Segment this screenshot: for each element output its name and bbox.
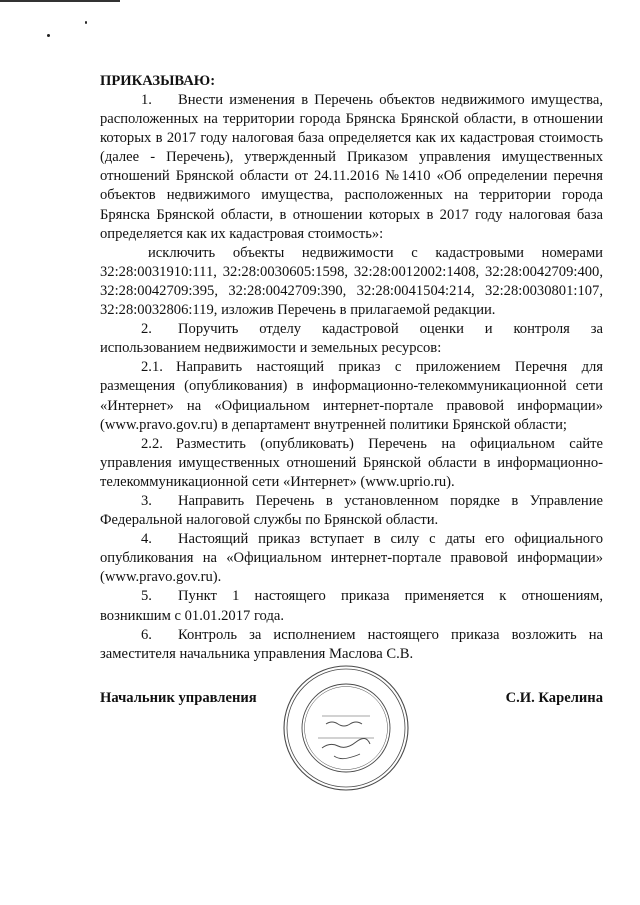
order-body	[100, 72, 603, 664]
scan-artifact-line	[0, 0, 120, 2]
item-number: 6.	[141, 626, 152, 643]
item-text: Направить настоящий приказ с приложением Перечня для размещения (опубликования) в информационно-телекоммуникационной сети «Интернет» на «Официальном интернет-портале правовой информации» (www.pravo.gov.ru) в департамент внутренней политики Брянской области;	[100, 359, 603, 433]
item-text: Настоящий приказ вступает в силу с даты его официального опубликования на «Официальном интернет-портале правовой информации» (www.pravo.gov.ru).	[100, 531, 603, 586]
order-heading: ПРИКАЗЫВАЮ:	[100, 73, 216, 89]
item-number: 4.	[141, 531, 152, 548]
item-number: 1.	[141, 92, 152, 108]
item-number: 2.	[141, 321, 152, 338]
item-number: 5.	[141, 588, 152, 605]
order-item-4	[100, 530, 603, 587]
order-item-5	[100, 587, 603, 625]
order-item-1-exclusion	[100, 244, 603, 320]
item-number: 3.	[141, 492, 152, 509]
scan-speck	[85, 21, 87, 24]
item-text: Поручить отделу кадастровой оценки и контроля за использованием недвижимости и земельных ресурсов:	[100, 321, 603, 357]
item-text: Направить Перечень в установленном порядке в Управление Федеральной налоговой службы по Брянской области.	[100, 492, 603, 529]
order-item-2	[100, 320, 603, 358]
order-item-2-1	[100, 358, 603, 434]
signatory-position: Начальник управления	[100, 690, 257, 706]
item-text: Пункт 1 настоящего приказа применяется к отношениям, возникшим с 01.01.2017 года.	[100, 588, 603, 624]
signatory-name: С.И. Карелина	[505, 690, 603, 706]
official-stamp-seal	[282, 664, 410, 792]
order-item-1	[100, 91, 603, 244]
order-item-3	[100, 492, 603, 530]
item-text: Контроль за исполнением настоящего приказа возложить на заместителя начальника управления Маслова С.В.	[100, 626, 603, 662]
item-text: исключить объекты недвижимости с кадастровыми номерами 32:28:0031910:111, 32:28:0030605:1598, 32:28:0012002:1408, 32:28:0042709:400, 32:28:0042709:395, 32:28:0042709:390, 32:28:0041504:214, 32:28:0030801:107, 32:28:0032806:119, изложив Перечень в прилагаемой редакции.	[100, 244, 603, 319]
scan-speck	[47, 34, 50, 37]
item-number: 2.1.	[141, 359, 163, 376]
item-text: Разместить (опубликовать) Перечень на официальном сайте управления имущественных отношений Брянской области в информационно-телекоммуникационной сети «Интернет» (www.uprio.ru).	[100, 435, 603, 490]
item-number: 2.2.	[141, 435, 163, 452]
item-text: Внести изменения в Перечень объектов недвижимого имущества, расположенных на территории города Брянска Брянской области, в отношении которых в 2017 году налоговая база определяется как их кадастровая стоимость (далее - Перечень), утвержденный Приказом управления имущественных отношений Брянской области от 24.11.2016 №1410 «Об определении перечня объектов недвижимого имущества, расположенных на территории города Брянска Брянской области, в отношении которых в 2017 году налоговая база определяется как их кадастровая стоимость»:	[100, 92, 603, 242]
order-item-2-2	[100, 435, 603, 492]
order-item-6	[100, 626, 603, 664]
